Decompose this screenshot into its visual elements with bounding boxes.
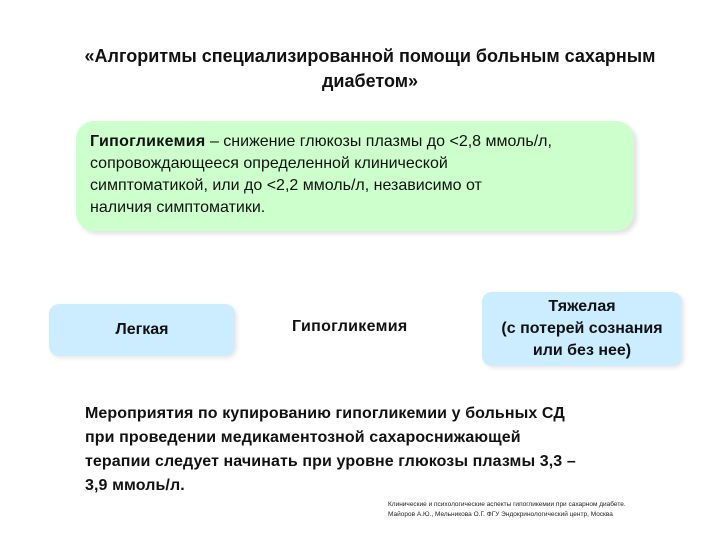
measures-line: Мероприятия по купированию гипогликемии у больных СД [85, 405, 565, 422]
measures-line: терапии следует начинать при уровне глюкозы плазмы 3,3 – [85, 453, 576, 470]
definition-term: Гипогликемия [90, 133, 206, 150]
definition-text [90, 131, 630, 219]
definition-line: наличия симптоматики. [90, 199, 266, 216]
severity-mild-label: Легкая [115, 321, 169, 338]
definition-line: сопровождающееся определенной клинической [90, 155, 448, 172]
definition-line: симптоматикой, или до <2,2 ммоль/л, независимо от [90, 177, 482, 194]
source-line: Майоров А.Ю., Мельникова О.Г. ФГУ Эндокринологический центр, Москва [388, 511, 613, 518]
severity-severe-line: Тяжелая [548, 298, 616, 315]
measures-text [85, 402, 645, 498]
page-title [40, 44, 700, 94]
severity-center-label: Гипогликемия [292, 318, 408, 335]
severity-mild-box [49, 304, 235, 356]
title-line: диабетом» [321, 71, 419, 91]
title-line: «Алгоритмы специализированной помощи больным сахарным [84, 46, 656, 66]
measures-line: 3,9 ммоль/л. [85, 477, 185, 494]
severity-severe-box [482, 292, 682, 366]
definition-rest: – снижение глюкозы плазмы до <2,8 ммоль/л, [205, 133, 552, 150]
source-citation [388, 500, 708, 520]
source-line: Клинические и психологические аспекты гипогликемии при сахарном диабете. [388, 501, 626, 508]
definition-line [90, 131, 630, 153]
severity-severe-line: или без нее) [532, 342, 632, 359]
measures-line: при проведении медикаментозной сахароснижающей [85, 429, 521, 446]
severity-severe-line: (с потерей сознания [501, 320, 663, 337]
